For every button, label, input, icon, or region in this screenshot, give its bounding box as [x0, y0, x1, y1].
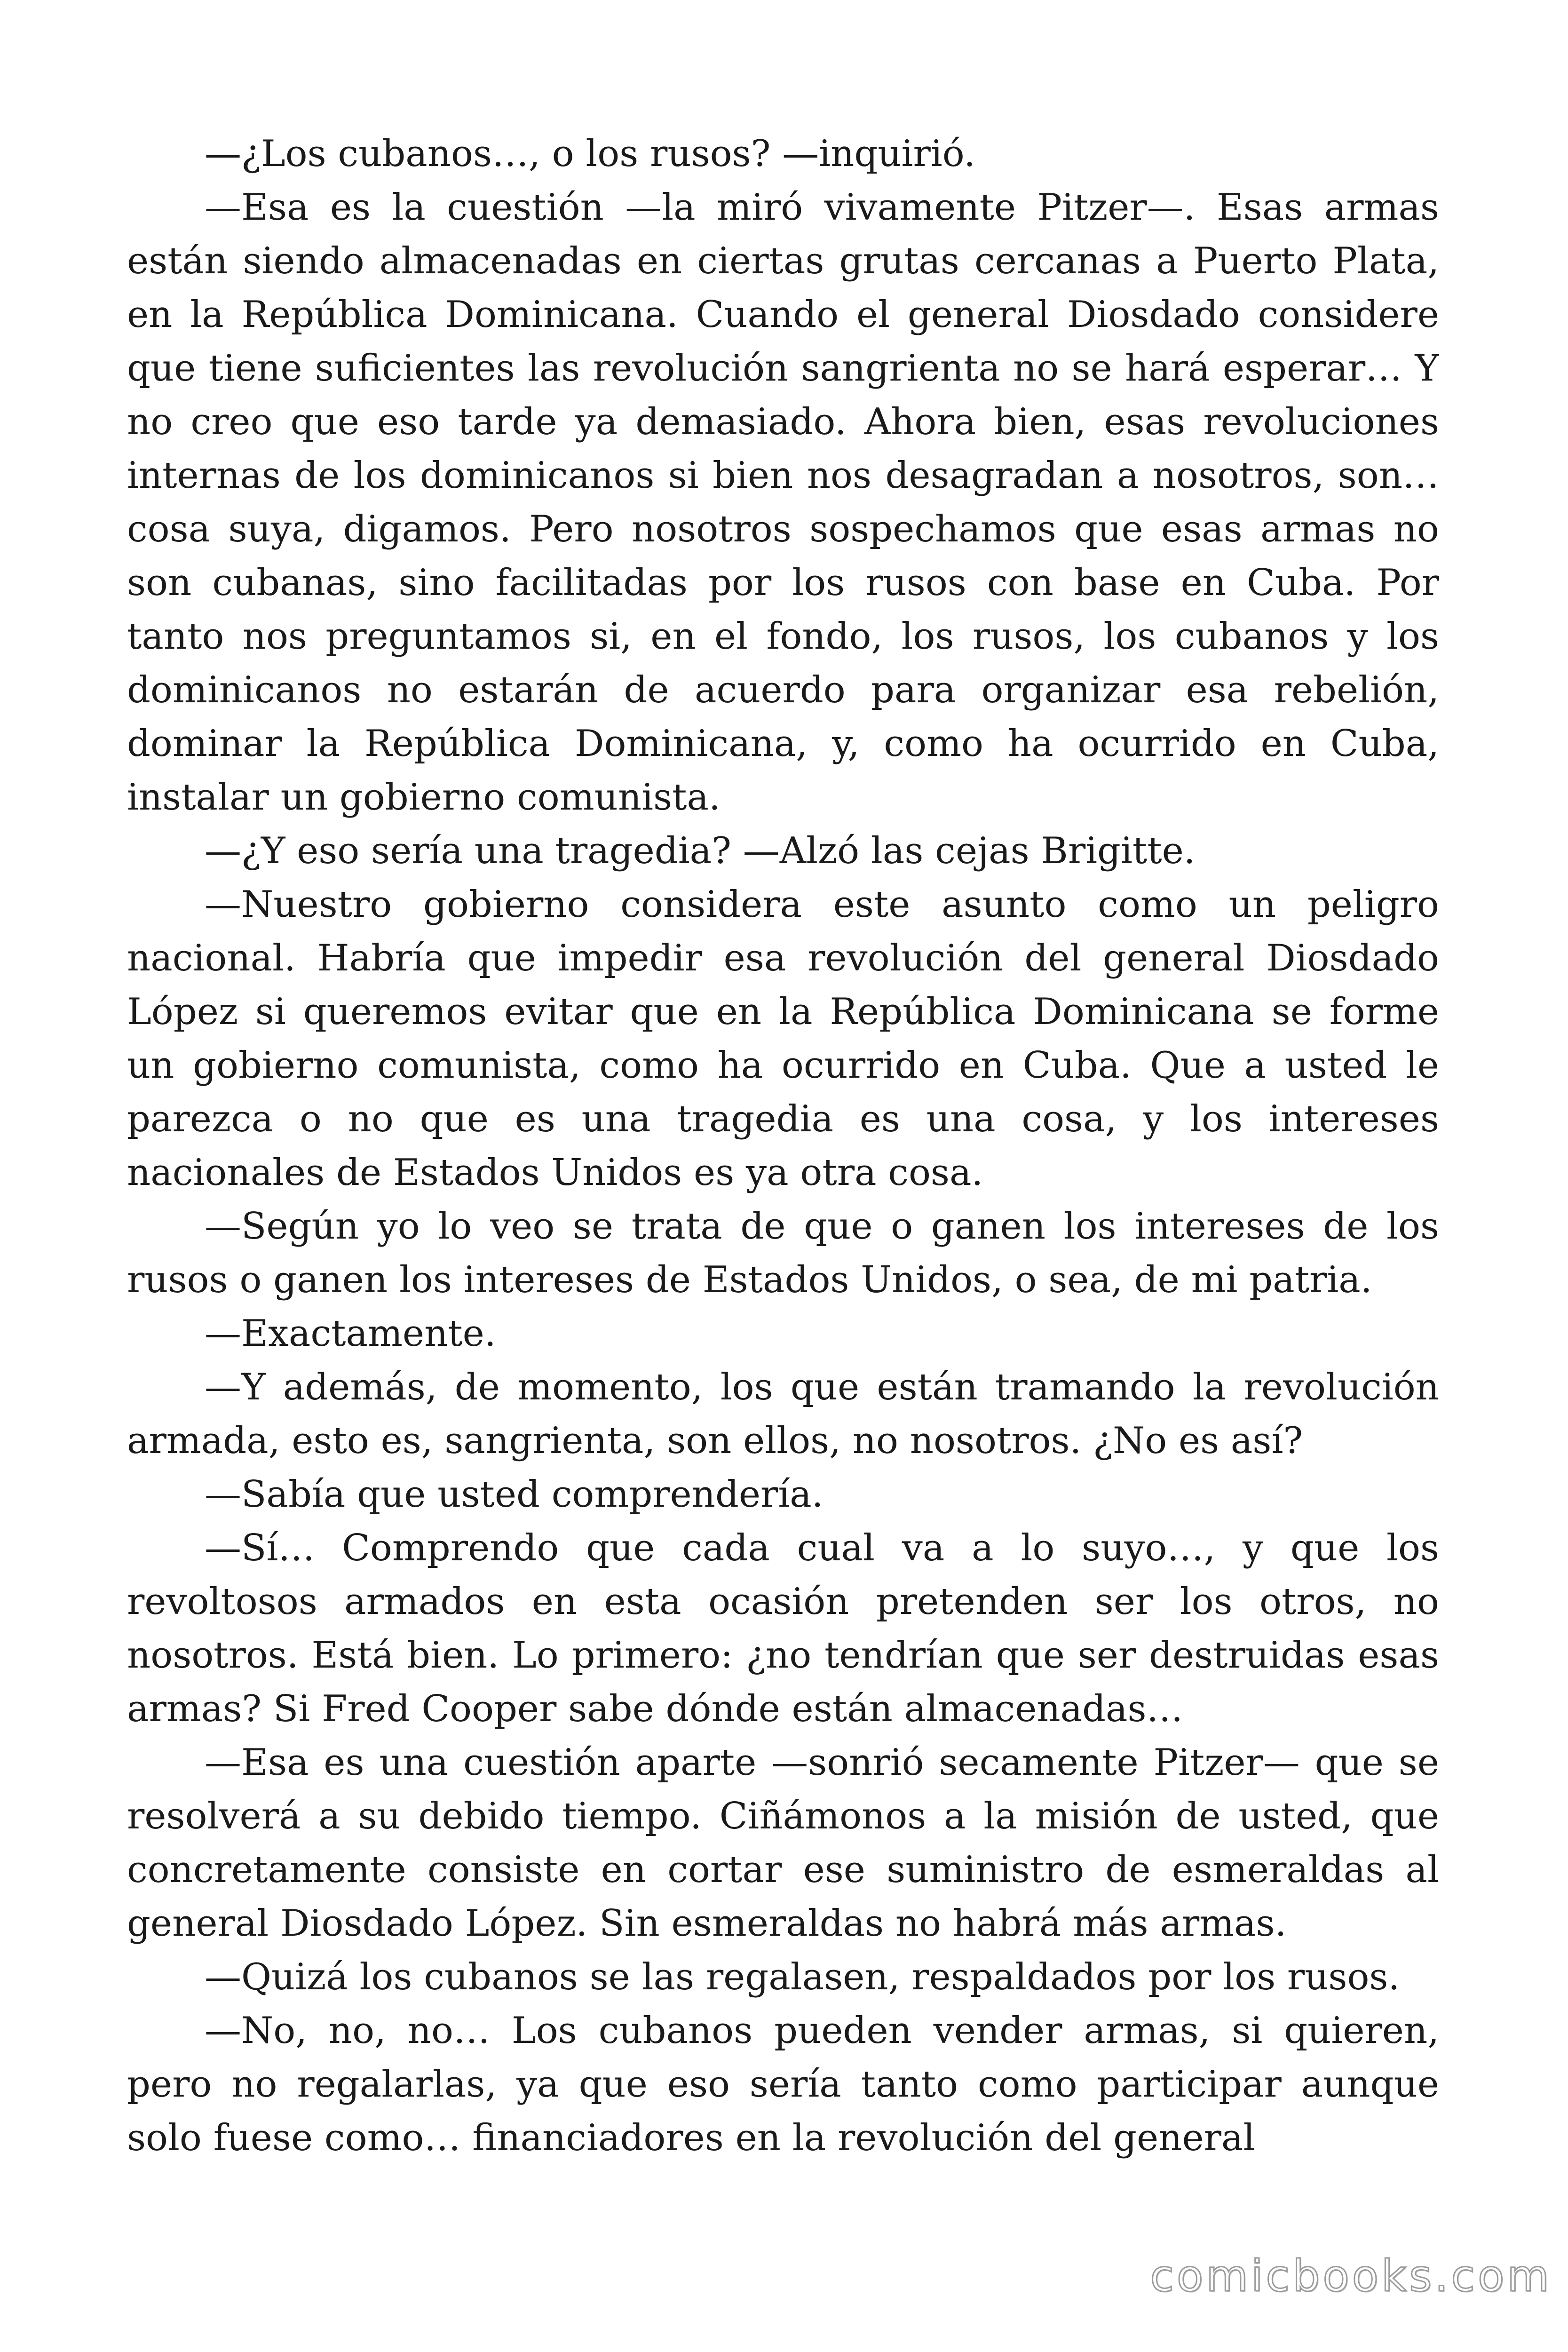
paragraph: —No, no, no… Los cubanos pueden vender armas, si quieren, pero no regalarlas, ya que eso sería tanto como participar aunque solo fuese como… financiadores en la revolución del general	[127, 2010, 1439, 2159]
paragraph: —¿Y eso sería una tragedia? —Alzó las cejas Brigitte.	[205, 830, 1196, 872]
paragraph: —Según yo lo veo se trata de que o ganen los intereses de los rusos o ganen los intereses de Estados Unidos, o sea, de mi patria.	[127, 1205, 1439, 1301]
watermark: comicbooks.com	[1150, 2251, 1552, 2301]
paragraph: —Sabía que usted comprendería.	[205, 1473, 824, 1516]
paragraph: —Sí… Comprendo que cada cual va a lo suyo…, y que los revoltosos armados en esta ocasión pretenden ser los otros, no nosotros. Está bien. Lo primero: ¿no tendrían que ser destruidas esas armas? Si Fred Cooper sabe dónde están almacenadas…	[127, 1527, 1439, 1730]
paragraph: —Esa es una cuestión aparte —sonrió secamente Pitzer— que se resolverá a su debido tiempo. Ciñámonos a la misión de usted, que concretamente consiste en cortar ese suministro de esmeraldas al general Diosdado López. Sin esmeraldas no habrá más armas.	[127, 1741, 1439, 1945]
paragraph: —¿Los cubanos…, o los rusos? —inquirió.	[205, 133, 976, 175]
paragraph: —Y además, de momento, los que están tramando la revolución armada, esto es, sangrienta, son ellos, no nosotros. ¿No es así?	[127, 1366, 1439, 1462]
paragraph: —Exactamente.	[205, 1312, 496, 1355]
page-body	[127, 127, 1439, 2206]
paragraph: —Esa es la cuestión —la miró vivamente Pitzer—. Esas armas están siendo almacenadas en ciertas grutas cercanas a Puerto Plata, en la República Dominicana. Cuando el general Diosdado considere que tiene suficientes las revolución sangrienta no se hará esperar… Y no creo que eso tarde ya demasiado. Ahora bien, esas revoluciones internas de los dominicanos si bien nos desagradan a nosotros, son… cosa suya, digamos. Pero nosotros sospechamos que esas armas no son cubanas, sino facilitadas por los rusos con base en Cuba. Por tanto nos preguntamos si, en el fondo, los rusos, los cubanos y los dominicanos no estarán de acuerdo para organizar esa rebelión, dominar la República Dominicana, y, como ha ocurrido en Cuba, instalar un gobierno comunista.	[127, 186, 1439, 818]
paragraph: —Quizá los cubanos se las regalasen, respaldados por los rusos.	[205, 1956, 1400, 1998]
paragraph: —Nuestro gobierno considera este asunto como un peligro nacional. Habría que impedir esa revolución del general Diosdado López si queremos evitar que en la República Dominicana se forme un gobierno comunista, como ha ocurrido en Cuba. Que a usted le parezca o no que es una tragedia es una cosa, y los intereses nacionales de Estados Unidos es ya otra cosa.	[127, 883, 1439, 1194]
